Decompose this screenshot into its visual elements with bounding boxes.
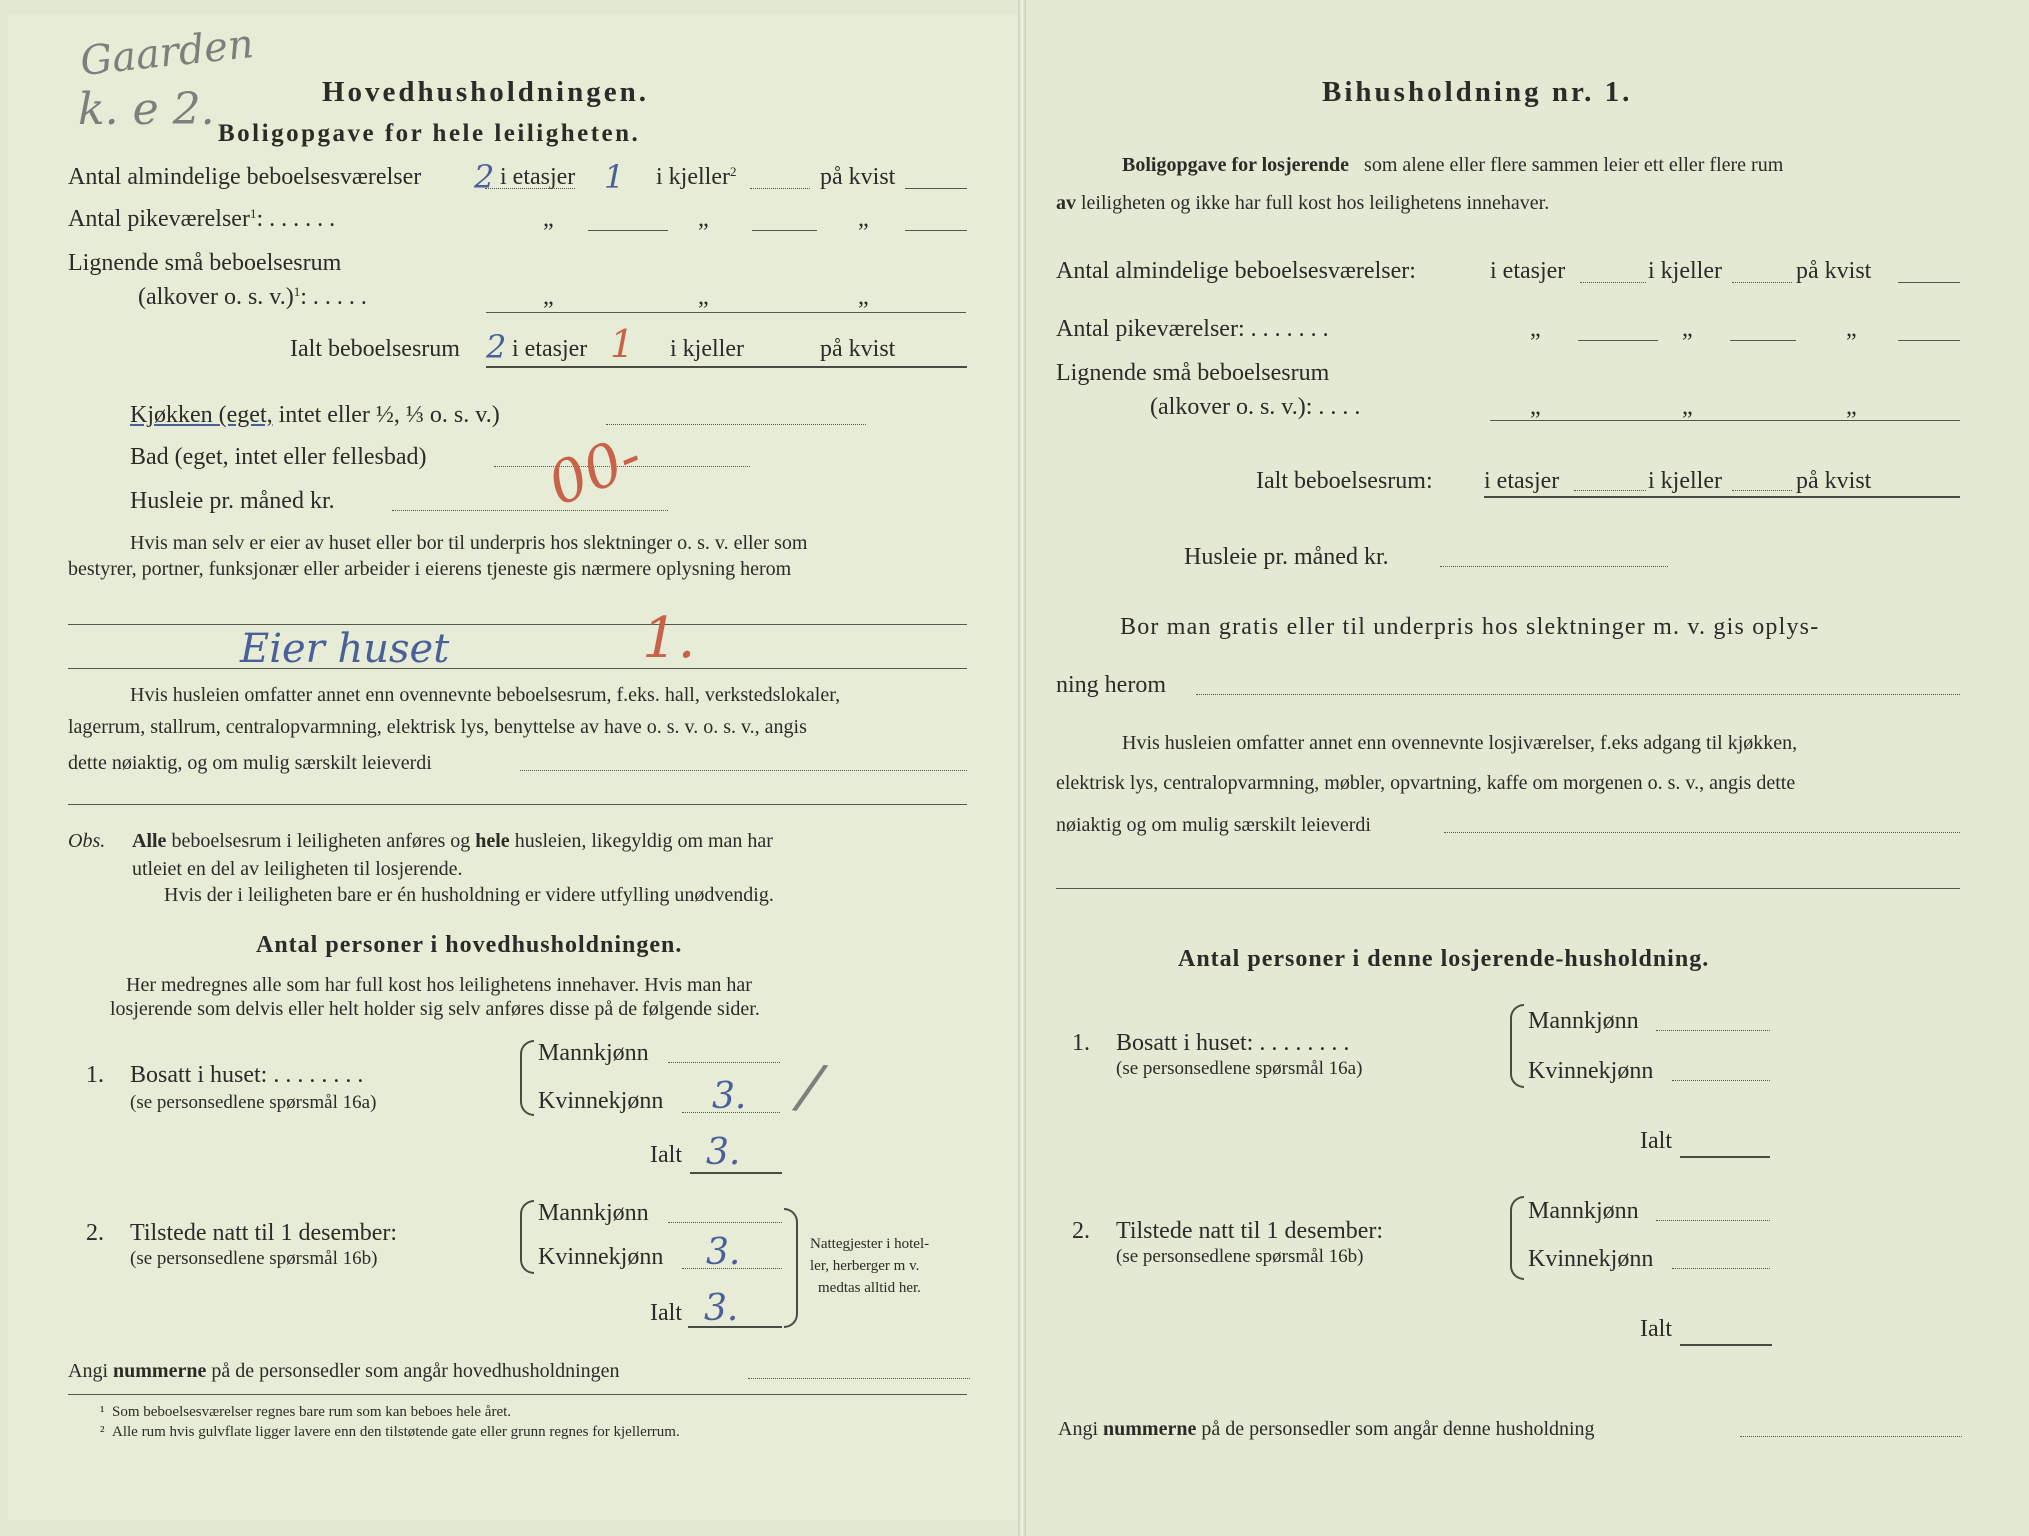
right-q2-mann-label: Mannkjønn [1528,1198,1639,1224]
right-q1-ialt-line [1680,1156,1770,1158]
include-text-line-3: dette nøiaktig, og om mulig særskilt leieverdi [68,752,432,774]
right-ialt-etasjer-line [1574,490,1646,491]
right-gratis-fill-line [1196,694,1960,695]
right-pike-ditto-1: „ [1530,316,1541,342]
left-q2-number: 2. [86,1220,104,1246]
handwritten-corner-name: Gaarden [78,21,256,85]
right-pike-label: Antal pikeværelser: . . . . . . . [1056,316,1329,342]
pike-dots: : . . . . . . [256,206,336,232]
right-ialt-label: Ialt beboelsesrum: [1256,468,1433,494]
footnote-1 [100,1404,511,1421]
right-angi-post: på de personsedler som angår denne husholdning [1201,1418,1595,1440]
left-persons-text-1: Her medregnes alle som har full kost hos leilighetens innehaver. Hvis man har [126,974,752,996]
right-q2-label: Tilstede natt til 1 desember: [1116,1218,1384,1244]
rent-amount: 00- [538,420,651,520]
obs-text-1a: beboelsesrum i leiligheten anføres og [171,830,471,852]
right-rooms-label: Antal almindelige beboelsesværelser: [1056,258,1416,284]
footnote-2-text: Alle rum hvis gulvflate ligger lavere enn den tilstøtende gate eller grunn regnes for kjellerrum. [112,1424,680,1440]
left-q2-kvinne-value: 3. [706,1232,741,1273]
owner-line-1 [68,624,967,625]
left-q1-ialt-value: 3. [706,1132,741,1173]
kjokken-tail: intet eller ½, ⅓ o. s. v.) [278,402,500,428]
right-pike-line-3 [1898,340,1960,341]
right-alkover-ditto-3: „ [1846,394,1857,420]
right-rooms-kvist: på kvist [1796,258,1872,284]
right-similar-label: Lignende små beboelsesrum [1056,360,1330,386]
left-angi-line [68,1360,620,1383]
right-pike-ditto-2: „ [1682,316,1693,342]
pike-ditto-2: „ [698,206,709,232]
left-q2-kvinne-label: Kvinnekjønn [538,1244,664,1270]
pike-line-2 [752,230,817,231]
right-ialt-kjeller: i kjeller [1648,468,1722,494]
rooms-kvist-line [905,188,967,189]
ialt-rooms-double-line [486,366,967,368]
left-q1-ialt-line [690,1172,782,1174]
left-q1-mann-line [668,1062,780,1063]
right-q1-ialt-label: Ialt [1640,1128,1672,1154]
pike-line-3 [905,230,967,231]
right-intro-1: som alene eller flere sammen leier ett eller flere rum [1364,154,1784,176]
right-q1-number: 1. [1072,1030,1090,1056]
right-q1-label: Bosatt i huset: . . . . . . . . [1116,1030,1350,1056]
left-q2-right-brace [784,1208,798,1328]
right-ialt-etasjer: i etasjer [1484,468,1560,494]
left-q1-brace [520,1040,534,1116]
pike-label [68,206,335,233]
right-pike-line-1 [1578,340,1658,341]
right-pike-ditto-3: „ [1846,316,1857,342]
left-persons-title: Antal personer i hovedhusholdningen. [256,932,683,958]
obs-text-1b: husleien, likegyldig om man har [514,830,773,852]
right-intro-line-2 [1056,192,1549,215]
footnote-2-mark: ² [100,1424,105,1440]
handwritten-corner-code: k. e 2. [78,84,215,135]
rooms-count: 2 [474,158,495,196]
footnote-1-mark: ¹ [100,1404,105,1420]
right-intro-line-1 [1122,154,1783,177]
right-q2-ialt-label: Ialt [1640,1316,1672,1342]
rent-label: Husleie pr. måned kr. [130,488,335,514]
alkover-label [138,284,367,311]
right-angi-line [1058,1418,1595,1441]
right-include-line-1: Hvis husleien omfatter annet enn ovennevnte losjiværelser, f.eks adgang til kjøkken, [1122,732,1798,754]
pike-text: Antal pikeværelser [68,206,250,232]
right-q1-brace [1510,1004,1524,1088]
right-rent-line [1440,566,1668,567]
owner-line-2 [68,668,967,669]
right-ialt-double-line [1484,496,1960,498]
left-q2-label: Tilstede natt til 1 desember: [130,1220,398,1246]
left-q1-kvinne-value: 3. [712,1076,747,1117]
ialt-etasjer-count: 1 [610,322,635,366]
obs-label: Obs. [68,830,106,852]
obs-line-1 [132,830,773,853]
right-q1-sub: (se personsedlene spørsmål 16a) [1116,1058,1363,1079]
left-subtitle: Boligopgave for hele leiligheten. [218,120,641,147]
right-alkover-label: (alkover o. s. v.): . . . . [1150,394,1361,420]
left-angi-post: på de personsedler som angår hovedhusholdningen [211,1360,620,1382]
right-intro-2: leiligheten og ikke har full kost hos leilighetens innehaver. [1081,192,1550,214]
etasjer-count: 1 [604,158,625,196]
left-persons-text-2: losjerende som delvis eller helt holder sig selv anføres disse på de følgende sider. [110,998,760,1020]
right-include-line-3: nøiaktig og om mulig særskilt leieverdi [1056,814,1371,836]
right-include-fill-line-1 [1444,832,1960,833]
right-rooms-kjeller: i kjeller [1648,258,1722,284]
right-q2-brace [1510,1196,1524,1280]
rooms-etasjer-label: i etasjer [500,164,576,190]
alkover-ditto-3: „ [858,284,869,310]
left-q1-kvinne-line [682,1112,780,1113]
right-alkover-ditto-2: „ [1682,394,1693,420]
right-rooms-kjeller-line [1732,282,1792,283]
footnote-1-text: Som beboelsesværelser regnes bare rum som kan beboes hele året. [112,1404,512,1420]
bad-label: Bad (eget, intet eller fellesbad) [130,444,427,470]
right-rooms-etasjer: i etasjer [1490,258,1566,284]
owner-text-line-2: bestyrer, portner, funksjonær eller arbeider i eierens tjeneste gis nærmere oplysning herom [68,558,792,580]
right-intro-av: av [1056,192,1076,214]
rent-line [392,510,668,511]
right-page [1026,14,2020,1520]
right-q2-mann-line [1656,1220,1770,1221]
ialt-kjeller-label: i kjeller [670,336,744,362]
right-angi-fill-line [1740,1436,1962,1437]
right-q1-mann-line [1656,1030,1770,1031]
left-q1-sub: (se personsedlene spørsmål 16a) [130,1092,377,1113]
ialt-kvist-label: på kvist [820,336,896,362]
left-q2-mann-line [668,1222,782,1223]
right-q1-mann-label: Mannkjønn [1528,1008,1639,1034]
pike-line-1 [588,230,668,231]
left-q2-mann-label: Mannkjønn [538,1200,649,1226]
right-ialt-kvist: på kvist [1796,468,1872,494]
left-angi-bold: nummerne [113,1360,207,1382]
kjokken-eget-underlined: Kjøkken (eget, [130,402,273,428]
right-q2-kvinne-line [1672,1268,1770,1269]
include-text-line-1: Hvis husleien omfatter annet enn ovennevnte beboelsesrum, f.eks. hall, verkstedslokaler, [130,684,841,706]
pike-ditto-1: „ [543,206,554,232]
left-q2-sub: (se personsedlene spørsmål 16b) [130,1248,378,1269]
left-q1-label: Bosatt i huset: . . . . . . . . [130,1062,364,1088]
alkover-line [486,312,966,313]
pike-footnote-mark: 1 [249,206,257,221]
left-q2-kvinne-line [682,1268,782,1269]
right-q2-number: 2. [1072,1218,1090,1244]
include-line-2 [68,804,967,805]
footnote-2 [100,1424,680,1441]
pike-ditto-3: „ [858,206,869,232]
similar-rooms-label: Lignende små beboelsesrum [68,250,342,276]
right-title: Bihusholdning nr. 1. [1322,76,1633,108]
right-q1-kvinne-line [1672,1080,1770,1081]
owner-note: Eier huset [240,626,450,672]
right-alkover-ditto-1: „ [1530,394,1541,420]
right-angi-pre: Angi [1058,1418,1098,1440]
left-title: Hovedhusholdningen. [322,76,649,108]
left-q1-number: 1. [86,1062,104,1088]
night-note-1: Nattegjester i hotel- [810,1236,930,1252]
left-q2-ialt-label: Ialt [650,1300,682,1326]
right-rent-label: Husleie pr. måned kr. [1184,544,1389,570]
left-footnote-divider [68,1394,967,1395]
rooms-kjeller-label [656,164,736,191]
left-q1-mann-label: Mannkjønn [538,1040,649,1066]
left-q1-kvinne-label: Kvinnekjønn [538,1088,664,1114]
include-text-line-2: lagerrum, stallrum, centralopvarmning, elektrisk lys, benyttelse av have o. s. v. o. s. v., angis [68,716,807,738]
obs-hele: hele [475,830,510,852]
right-alkover-line [1490,420,1960,421]
right-gratis-line-1: Bor man gratis eller til underpris hos slektninger m. v. gis oplys- [1120,614,1820,640]
right-include-line-2: elektrisk lys, centralopvarmning, møbler, opvartning, kaffe om morgenen o. s. v., angis dette [1056,772,1796,794]
right-q2-ialt-line [1680,1344,1772,1346]
owner-text-line-1: Hvis man selv er eier av huset eller bor til underpris hos slektninger o. s. v. eller som [130,532,808,554]
ialt-etasjer-label: i etasjer [512,336,588,362]
rooms-kvist-label: på kvist [820,164,896,190]
obs-line-2: utleiet en del av leiligheten til losjerende. [132,858,463,880]
check-tick: / [795,1050,825,1124]
alkover-ditto-2: „ [698,284,709,310]
kjokken-line [606,424,866,425]
left-q2-brace [520,1200,534,1274]
left-angi-fill-line [748,1378,970,1379]
kjokken-label [130,402,500,429]
kjeller-footnote-mark: 2 [729,164,737,179]
obs-alle: Alle [132,830,167,852]
alkover-dots: : . . . . . [300,284,367,310]
ialt-rooms-label: Ialt beboelsesrum [290,336,460,362]
alkover-ditto-1: „ [543,284,554,310]
owner-mark: 1. [642,606,696,671]
right-rooms-kvist-line [1898,282,1960,283]
right-q1-kvinne-label: Kvinnekjønn [1528,1058,1654,1084]
right-angi-bold: nummerne [1103,1418,1197,1440]
left-q1-ialt-label: Ialt [650,1142,682,1168]
right-q2-sub: (se personsedlene spørsmål 16b) [1116,1246,1364,1267]
rooms-label: Antal almindelige beboelsesværelser [68,164,422,190]
include-line-1 [520,770,967,771]
left-q2-ialt-line [688,1326,782,1328]
left-q2-ialt-value: 3. [704,1288,739,1329]
right-gratis-line-2: ning herom [1056,672,1166,698]
page-fold [1018,0,1026,1536]
left-angi-pre: Angi [68,1360,108,1382]
right-ialt-kjeller-line [1732,490,1792,491]
obs-line-3: Hvis der i leiligheten bare er én husholdning er videre utfylling unødvendig. [164,884,774,906]
right-intro-bold: Boligopgave for losjerende [1122,154,1350,176]
alkover-footnote-mark: 1 [293,284,301,299]
right-rooms-etasjer-line [1580,282,1646,283]
alkover-text: (alkover o. s. v.) [138,284,294,310]
right-include-fill-line-2 [1056,888,1960,889]
rooms-kjeller-line [750,188,810,189]
night-note-3: medtas alltid her. [818,1280,921,1296]
kjeller-text: i kjeller [656,164,730,190]
ialt-rooms-count: 2 [486,328,507,366]
rooms-etasjer-line [485,188,575,189]
night-note-2: ler, herberger m v. [810,1258,920,1274]
right-q2-kvinne-label: Kvinnekjønn [1528,1246,1654,1272]
right-pike-line-2 [1730,340,1796,341]
right-persons-title: Antal personer i denne losjerende-husholdning. [1178,946,1710,972]
